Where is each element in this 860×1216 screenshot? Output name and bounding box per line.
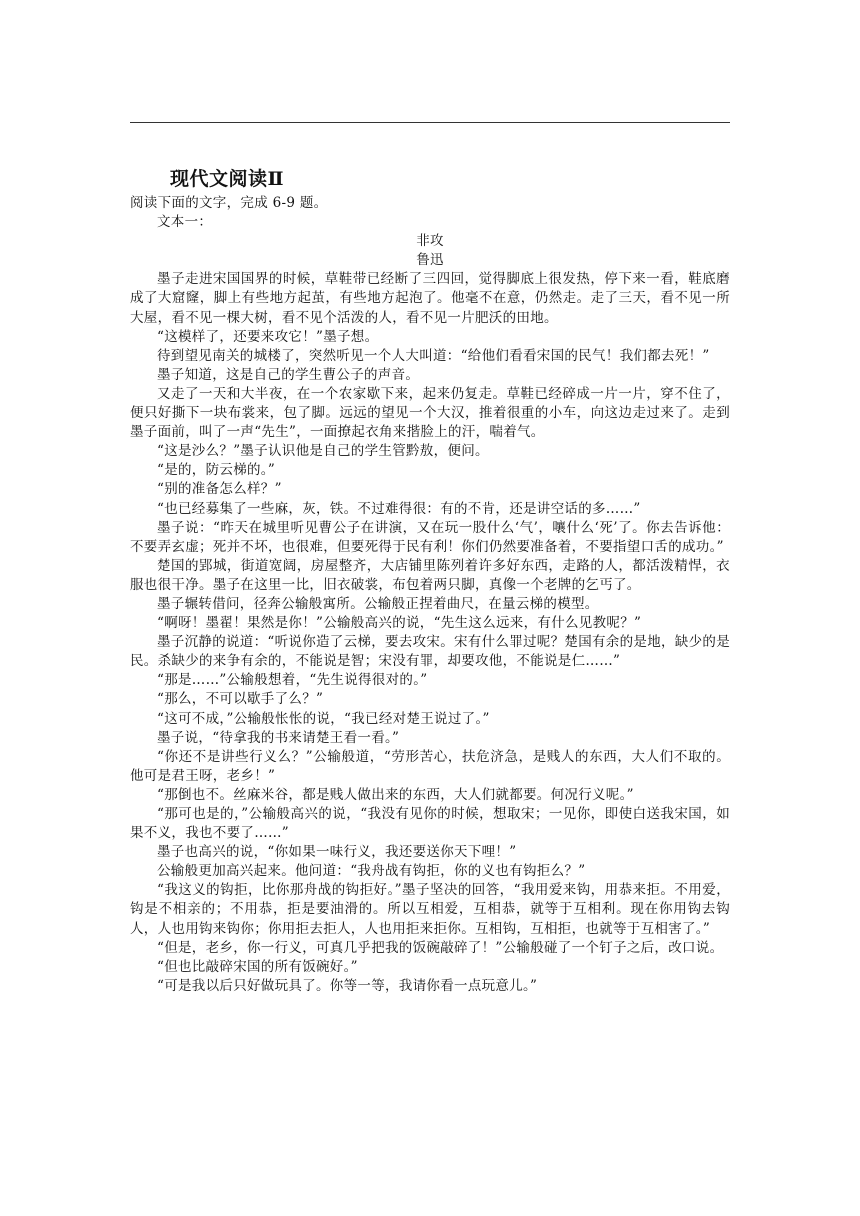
paragraph: 又走了一天和大半夜，在一个农家歇下来，起来仍复走。草鞋已经碎成一片一片，穿不住了，便只好撕下一块布裳来，包了脚。远远的望见一个大汉，推着很重的小车，向这边走过来了。走到墨子面前，叫了一声“先生”，一面撩起衣角来揩脸上的汗，喘着气。 xyxy=(130,385,730,441)
paragraph: 墨子说，“待拿我的书来请楚王看一看。” xyxy=(157,729,400,746)
paragraph: “也已经募集了一些麻，灰，铁。不过难得很：有的不肯，还是讲空话的多……” xyxy=(157,500,641,517)
paragraph: 墨子走进宋国国界的时候，草鞋带已经断了三四回，觉得脚底上很发热，停下来一看，鞋底磨成了大窟窿，脚上有些地方起茧，有些地方起泡了。他毫不在意，仍然走。走了三天，看不见一所大屋，看不见一棵大树，看不见个活泼的人，看不见一片肥沃的田地。 xyxy=(130,271,730,326)
paragraph: “啊呀！墨翟！果然是你！”公输般高兴的说，“先生这么远来，有什么见教呢？” xyxy=(157,615,642,632)
paragraph: 楚国的郢城，街道宽阔，房屋整齐，大店铺里陈列着许多好东西，走路的人，都活泼精悍，衣服也很干净。墨子在这里一比，旧衣破裳，布包着两只脚，真像一个老牌的乞丐了。 xyxy=(130,557,730,593)
paragraph: “那可也是的，”公输般高兴的说，“我没有见你的时候，想取宋；一见你，即使白送我宋国，如果不义，我也不要了……” xyxy=(130,806,730,842)
paragraph: “你还不是讲些行义么？”公输般道，“劳形苦心，扶危济急，是贱人的东西，大人们不取的。他可是君王呀，老乡！” xyxy=(130,748,730,784)
paragraph: 墨子也高兴的说，“你如果一味行义，我还要送你天下哩！” xyxy=(157,844,517,861)
article-text xyxy=(130,270,730,996)
paragraph: “这模样了，还要来攻它！”墨子想。 xyxy=(157,328,379,345)
paragraph: “这是沙么？”墨子认识他是自己的学生管黔敖，便问。 xyxy=(157,443,489,460)
paragraph: “我这义的钩拒，比你那舟战的钩拒好。”墨子坚决的回答，“我用爱来钩，用恭来拒。不用爱，钩是不相亲的；不用恭，拒是要油滑的。所以互相爱，互相恭，就等于互相利。现在你用钩去钩人，人也用钩来钩你；你用拒去拒人，人也用拒来拒你。互相钩，互相拒，也就等于互相害了。” xyxy=(130,882,730,937)
paragraph: 待到望见南关的城楼了，突然听见一个人大叫道：“给他们看看宋国的民气！我们都去死！” xyxy=(157,347,710,364)
section-heading: 现代文阅读Ⅱ xyxy=(170,168,285,190)
paragraph: 墨子辗转借问，径奔公输般寓所。公输般正捏着曲尺，在量云梯的模型。 xyxy=(157,595,599,612)
paragraph: “但也比敲碎宋国的所有饭碗好。” xyxy=(157,958,358,975)
paragraph: “但是，老乡，你一行义，可真几乎把我的饭碗敲碎了！”公输般碰了一个钉子之后，改口说。 xyxy=(157,939,724,956)
paragraph: 墨子说：“昨天在城里听见曹公子在讲演，又在玩一股什么‘气’，嚷什么‘死’了。你去告诉他：不要弄玄虚；死并不坏，也很难，但要死得于民有利！你们仍然要准备着，不要指望口舌的成功。” xyxy=(130,519,730,555)
source-label: 文本一： xyxy=(157,214,213,231)
paragraph: “那是……”公输般想着，“先生说得很对的。” xyxy=(157,672,428,689)
document-body xyxy=(130,168,730,996)
question-instruction: 阅读下面的文字，完成 6-9 题。 xyxy=(130,195,328,211)
paragraph: “这可不成，”公输般怅怅的说，“我已经对楚王说过了。” xyxy=(157,710,490,727)
paragraph: “可是我以后只好做玩具了。你等一等，我请你看一点玩意儿。” xyxy=(157,977,538,994)
paragraph: “是的，防云梯的。” xyxy=(157,462,276,479)
article-author: 鲁迅 xyxy=(416,252,444,269)
paragraph: “那么，不可以歇手了么？” xyxy=(157,691,324,708)
paragraph: 公输般更加高兴起来。他问道：“我舟战有钩拒，你的义也有钩拒么？” xyxy=(157,863,586,880)
paragraph: 墨子沉静的说道：“听说你造了云梯，要去攻宋。宋有什么罪过呢？楚国有余的是地，缺少的是民。杀缺少的来争有余的，不能说是智；宋没有罪，却要攻他，不能说是仁……” xyxy=(130,634,730,670)
paragraph: “别的准备怎么样？” xyxy=(157,481,282,498)
header-divider xyxy=(130,122,730,123)
paragraph: “那倒也不。丝麻米谷，都是贱人做出来的东西，大人们就都要。何况行义呢。” xyxy=(157,786,634,803)
paragraph: 墨子知道，这是自己的学生曹公子的声音。 xyxy=(157,366,420,383)
article-title: 非攻 xyxy=(416,233,444,250)
